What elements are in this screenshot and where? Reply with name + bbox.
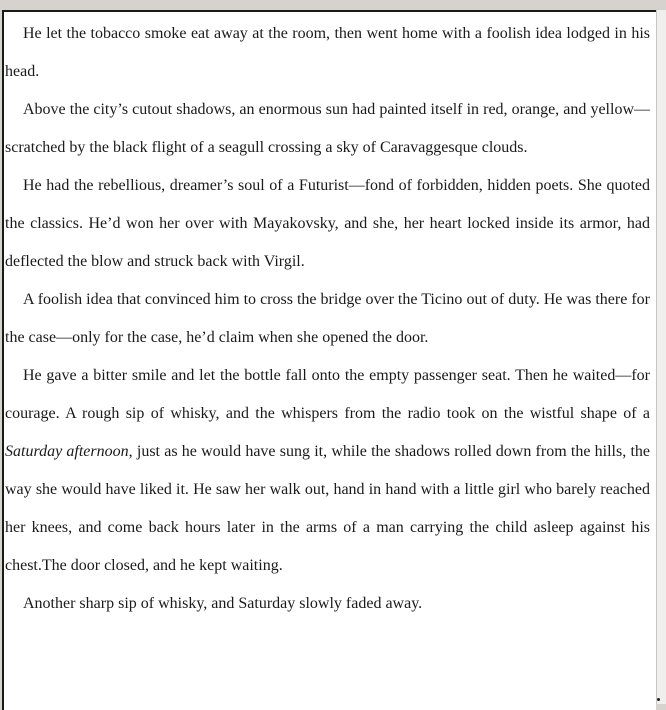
paragraph: He let the tobacco smoke eat away at the room, then went home with a foolish idea lodged in his head. (5, 25, 650, 80)
song-title: Saturday afternoon (5, 443, 129, 460)
paragraph: Above the city’s cutout shadows, an enormous sun had painted itself in red, orange, and yellow—scratched by the black flight of a seagull crossing a sky of Caravaggesque clouds. (5, 101, 650, 156)
paragraph-text: He gave a bitter smile and let the bottle fall onto the empty passenger seat. Then he waited—for courage. A rough sip of whisky, and the whispers from the radio took on the wistful shape of a (5, 367, 650, 422)
paragraph: Another sharp sip of whisky, and Saturday slowly faded away. (23, 595, 423, 612)
paragraph: He had the rebellious, dreamer’s soul of a Futurist—fond of forbidden, hidden poets. She quoted the classics. He’d won her over with Mayakovsky, and she, her heart locked inside its armor, had deflected the blow and struck back with Virgil. (5, 177, 650, 270)
vertical-scrollbar[interactable] (656, 10, 666, 704)
resize-grip-icon[interactable] (657, 698, 660, 701)
document-body (5, 15, 650, 623)
paragraph-text: , just as he would have sung it, while the shadows rolled down from the hills, the way she would have liked it. He saw her walk out, hand in hand with a little girl who barely reached her knees, and come back hours later in the arms of a man carrying the child asleep against his chest.The door closed, and he kept waiting. (5, 443, 651, 574)
paragraph: A foolish idea that convinced him to cross the bridge over the Ticino out of duty. He was there for the case—only for the case, he’d claim when she opened the door. (5, 291, 650, 346)
paragraph (5, 357, 650, 585)
